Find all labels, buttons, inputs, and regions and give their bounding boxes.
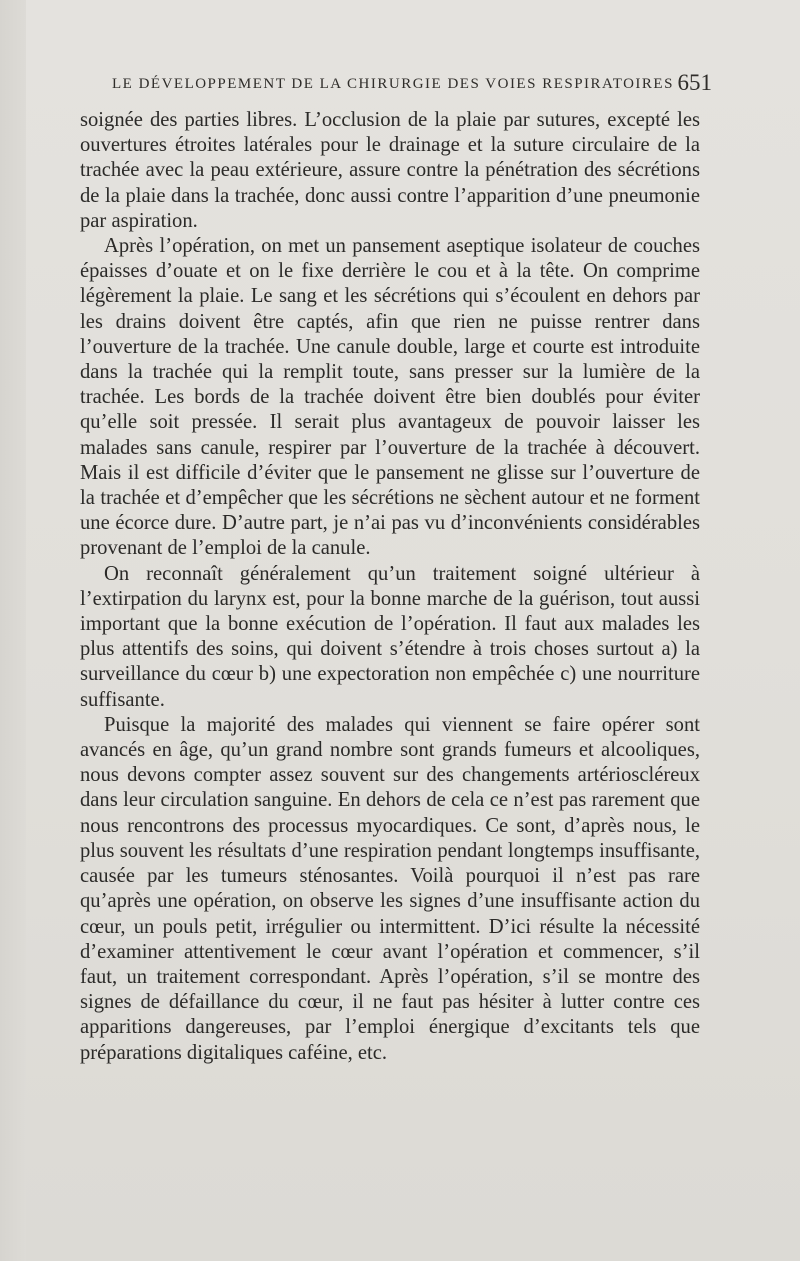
paragraph-continued: soignée des parties libres. L’occlusion de la plaie par sutures, excepté les ouvertures étroites latérales pour le drainage et la suture circulaire de la trachée avec la peau extérieure, assure contre la pénétration des sécrétions de la plaie dans la trachée, donc aussi contre l’apparition d’une pneumonie par aspiration. bbox=[80, 109, 700, 232]
running-title: LE DÉVELOPPEMENT DE LA CHIRURGIE DES VOIES RESPIRATOIRES bbox=[112, 76, 674, 92]
body-text bbox=[80, 108, 700, 1066]
paragraph-aftercare: On reconnaît généralement qu’un traitement soigné ultérieur à l’extirpation du larynx est, pour la bonne marche de la guérison, tout aussi important que la bonne exécution de l’opération. Il faut aux malades les plus attentifs des soins, qui doivent s’étendre à trois choses surtout a) la surveillance du cœur b) une expectoration non empêchée c) une nourriture suffisante. bbox=[80, 562, 700, 711]
page-number: 651 bbox=[677, 70, 712, 95]
page-header bbox=[112, 66, 714, 100]
page-left-margin-shadow bbox=[0, 0, 26, 1261]
paragraph-cardiac-care: Puisque la majorité des malades qui viennent se faire opérer sont avancés en âge, qu’un grand nombre sont grands fumeurs et alcooliques, nous devons compter assez souvent sur des changements artérioscléreux dans leur circulation sanguine. En dehors de cela ce n’est pas rarement que nous rencontrons des processus myocardiques. Ce sont, d’après nous, le plus souvent les résultats d’une respiration pendant longtemps insuffisante, causée par les tumeurs sténosantes. Voilà pourquoi il n’est pas rare qu’après une opération, on observe les signes d’une insuffisante action du cœur, un pouls petit, irrégulier ou intermittent. D’ici résulte la nécessité d’examiner attentivement le cœur avant l’opération et commencer, s’il faut, un traitement correspondant. Après l’opération, s’il se montre des signes de défaillance du cœur, il ne faut pas hésiter à lutter contre ces apparitions dangereuses, par l’emploi énergique d’excitants tels que préparations digitaliques caféine, etc. bbox=[80, 713, 700, 1064]
paragraph-postoperative-dressing: Après l’opération, on met un pansement aseptique isolateur de couches épaisses d’ouate et on le fixe derrière le cou et à la tête. On comprime légèrement la plaie. Le sang et les sécrétions qui s’écoulent en dehors par les drains doivent être captés, afin que rien ne puisse rentrer dans l’ouverture de la trachée. Une canule double, large et courte est introduite dans la trachée qui la remplit toute, sans presser sur la lumière de la trachée. Les bords de la trachée doivent être bien doublés pour éviter qu’elle soit pressée. Il serait plus avantageux de pouvoir laisser les malades sans canule, respirer par l’ouverture de la trachée à découvert. Mais il est difficile d’éviter que le pansement ne glisse sur l’ouverture de la trachée et d’empêcher que les sécrétions ne sèchent autour et ne forment une écorce dure. D’autre part, je n’ai pas vu d’inconvénients considérables provenant de l’emploi de la canule. bbox=[80, 235, 700, 560]
